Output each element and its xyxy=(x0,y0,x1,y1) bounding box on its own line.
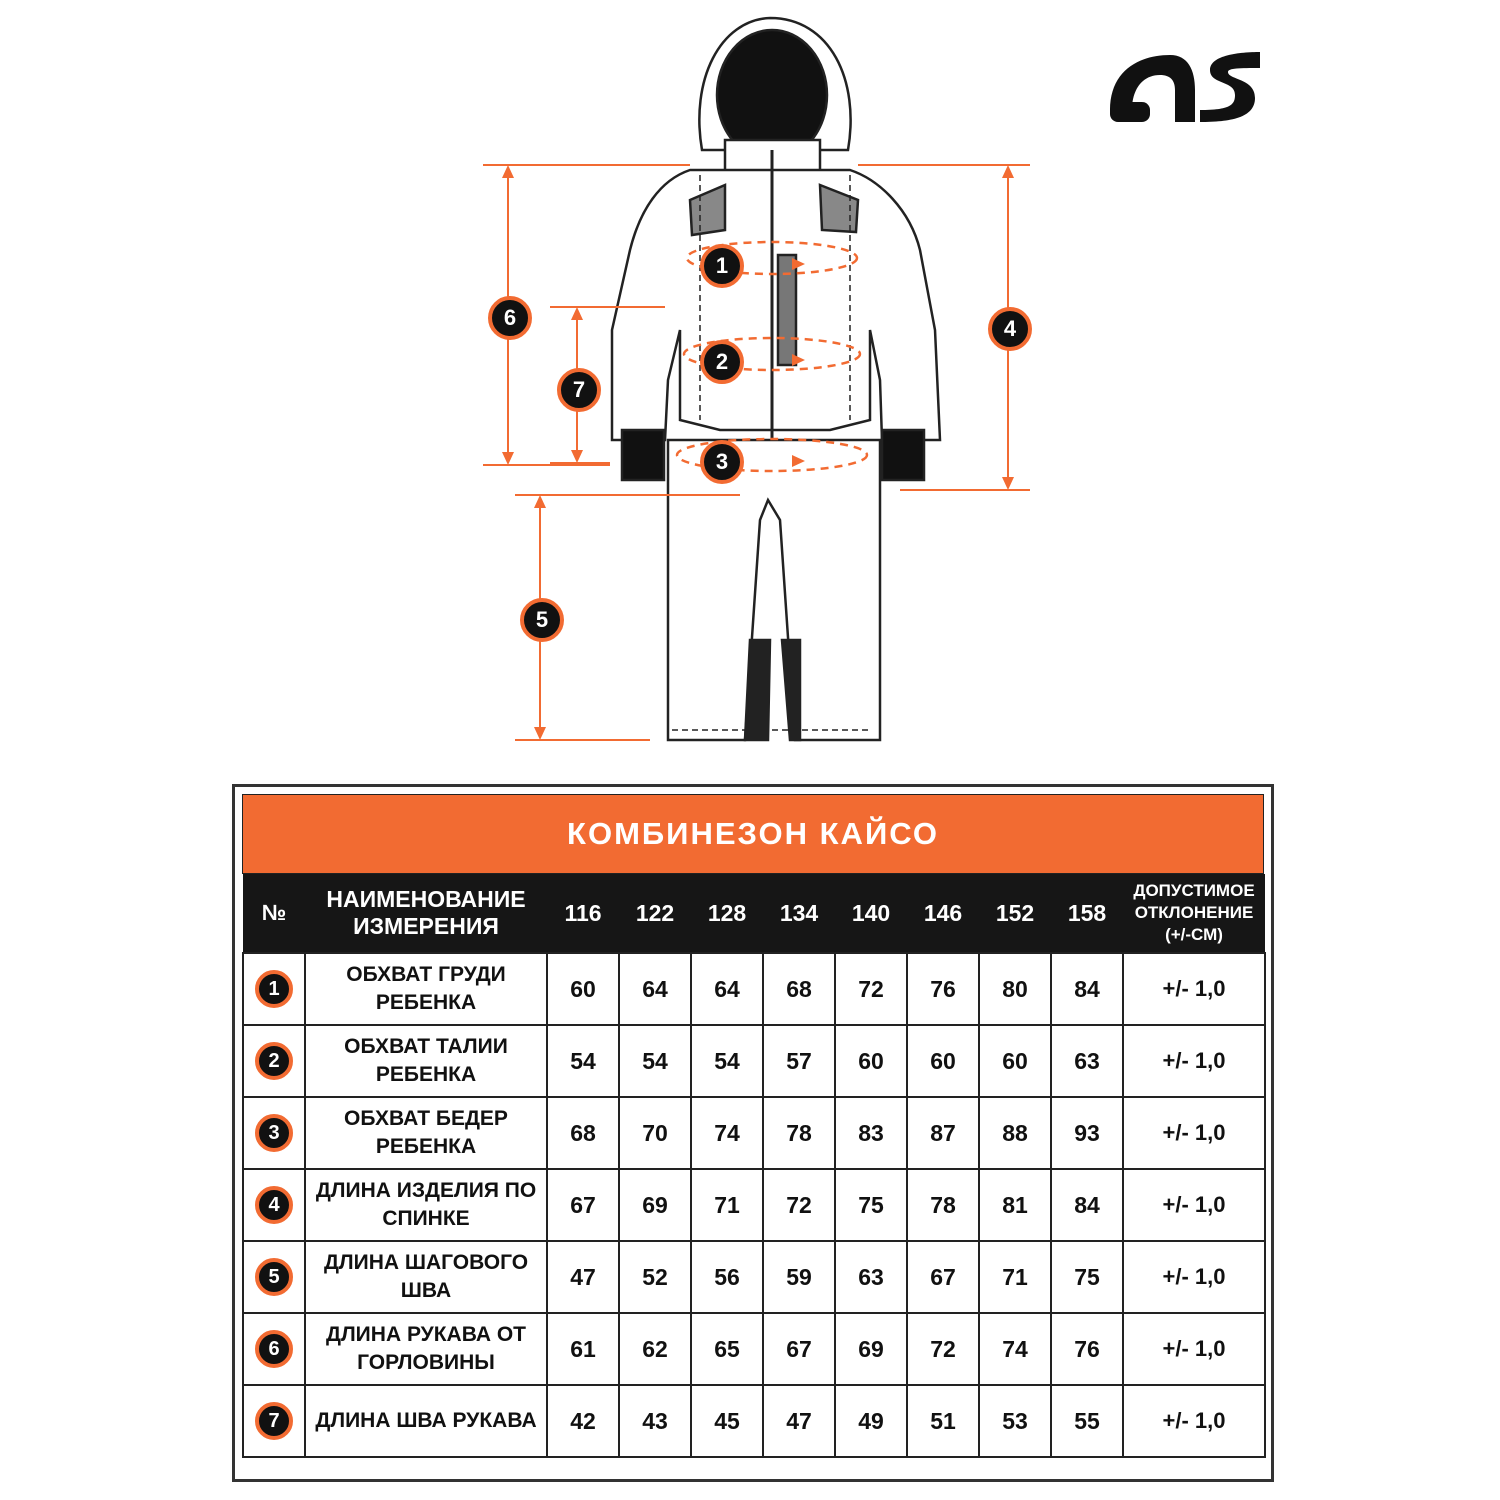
measurement-value: 43 xyxy=(619,1385,691,1457)
marker-1: 1 xyxy=(700,244,744,288)
size-table xyxy=(242,874,1266,1458)
measurement-name-line2: РЕБЕНКА xyxy=(375,1135,477,1158)
header-size: 116 xyxy=(547,874,619,953)
row-number-cell xyxy=(243,1385,305,1457)
measurement-name-line2: РЕБЕНКА xyxy=(375,991,477,1014)
measurement-value: 64 xyxy=(691,953,763,1025)
measurement-value: 76 xyxy=(907,953,979,1025)
marker-4: 4 xyxy=(988,307,1032,351)
measurement-value: 75 xyxy=(1051,1241,1123,1313)
measurement-value: 69 xyxy=(619,1169,691,1241)
header-name-line1: НАИМЕНОВАНИЕ xyxy=(326,886,526,912)
measurement-name-line1: ОБХВАТ ГРУДИ xyxy=(346,963,506,986)
measurement-value: 74 xyxy=(691,1097,763,1169)
measurement-value: 72 xyxy=(907,1313,979,1385)
measurement-name xyxy=(305,1097,547,1169)
row-number-badge: 7 xyxy=(255,1402,293,1440)
measurement-value: 59 xyxy=(763,1241,835,1313)
marker-6: 6 xyxy=(488,296,532,340)
measurement-value: 64 xyxy=(619,953,691,1025)
measurement-value: 93 xyxy=(1051,1097,1123,1169)
measurement-value: 67 xyxy=(763,1313,835,1385)
header-size: 140 xyxy=(835,874,907,953)
measurement-name xyxy=(305,953,547,1025)
row-number-badge: 5 xyxy=(255,1258,293,1296)
measurement-value: 63 xyxy=(1051,1025,1123,1097)
marker-2: 2 xyxy=(700,340,744,384)
measurement-value: 81 xyxy=(979,1169,1051,1241)
row-number-badge: 2 xyxy=(255,1042,293,1080)
measurement-value: 78 xyxy=(907,1169,979,1241)
measurement-value: 88 xyxy=(979,1097,1051,1169)
tolerance-value: +/- 1,0 xyxy=(1123,1385,1265,1457)
measurement-value: 54 xyxy=(619,1025,691,1097)
measurement-value: 60 xyxy=(547,953,619,1025)
measurement-name-line2: ГОРЛОВИНЫ xyxy=(357,1351,495,1374)
measurement-name xyxy=(305,1241,547,1313)
measurement-value: 71 xyxy=(979,1241,1051,1313)
measurement-name-line2: СПИНКЕ xyxy=(382,1207,470,1230)
table-row xyxy=(243,1169,1265,1241)
measurement-name-line2: РЕБЕНКА xyxy=(375,1063,477,1086)
measurement-value: 57 xyxy=(763,1025,835,1097)
marker-7: 7 xyxy=(557,368,601,412)
row-number-cell xyxy=(243,1025,305,1097)
measurement-name-line1: ОБХВАТ БЕДЕР xyxy=(344,1107,508,1130)
row-number-badge: 3 xyxy=(255,1114,293,1152)
measurement-value: 78 xyxy=(763,1097,835,1169)
header-num: № xyxy=(243,874,305,953)
marker-3: 3 xyxy=(700,440,744,484)
measurement-value: 71 xyxy=(691,1169,763,1241)
measurement-name xyxy=(305,1313,547,1385)
measurement-name xyxy=(305,1169,547,1241)
row-number-cell xyxy=(243,953,305,1025)
measurement-name xyxy=(305,1385,547,1457)
tolerance-value: +/- 1,0 xyxy=(1123,1313,1265,1385)
measurement-value: 72 xyxy=(763,1169,835,1241)
measurement-value: 54 xyxy=(547,1025,619,1097)
table-row xyxy=(243,1241,1265,1313)
header-name-line2: ИЗМЕРЕНИЯ xyxy=(353,913,499,939)
tolerance-value: +/- 1,0 xyxy=(1123,1169,1265,1241)
measurement-value: 87 xyxy=(907,1097,979,1169)
brand-logo xyxy=(1100,40,1270,130)
measurement-name-line1: ДЛИНА РУКАВА ОТ xyxy=(325,1323,526,1346)
measurement-value: 45 xyxy=(691,1385,763,1457)
measurement-value: 80 xyxy=(979,953,1051,1025)
tolerance-value: +/- 1,0 xyxy=(1123,1025,1265,1097)
measurement-value: 62 xyxy=(619,1313,691,1385)
tolerance-value: +/- 1,0 xyxy=(1123,1241,1265,1313)
table-row xyxy=(243,1097,1265,1169)
measurement-name-line1: ОБХВАТ ТАЛИИ xyxy=(344,1035,508,1058)
measurement-value: 84 xyxy=(1051,1169,1123,1241)
measurement-value: 72 xyxy=(835,953,907,1025)
header-name xyxy=(305,874,547,953)
measurement-name-line1: ДЛИНА ИЗДЕЛИЯ ПО xyxy=(315,1179,537,1202)
header-tolerance xyxy=(1123,874,1265,953)
measurement-value: 74 xyxy=(979,1313,1051,1385)
measurement-value: 75 xyxy=(835,1169,907,1241)
measurement-name xyxy=(305,1025,547,1097)
measurement-value: 70 xyxy=(619,1097,691,1169)
measurement-value: 53 xyxy=(979,1385,1051,1457)
measurement-value: 49 xyxy=(835,1385,907,1457)
row-number-cell xyxy=(243,1241,305,1313)
measurement-value: 60 xyxy=(907,1025,979,1097)
table-row xyxy=(243,1025,1265,1097)
measurement-value: 69 xyxy=(835,1313,907,1385)
table-title: КОМБИНЕЗОН КАЙСО xyxy=(242,794,1264,874)
header-size: 128 xyxy=(691,874,763,953)
row-number-badge: 4 xyxy=(255,1186,293,1224)
header-size: 152 xyxy=(979,874,1051,953)
measurement-value: 84 xyxy=(1051,953,1123,1025)
measurement-value: 61 xyxy=(547,1313,619,1385)
measurement-value: 68 xyxy=(763,953,835,1025)
tolerance-value: +/- 1,0 xyxy=(1123,1097,1265,1169)
row-number-cell xyxy=(243,1169,305,1241)
header-tol-line2: ОТКЛОНЕНИЕ xyxy=(1134,903,1254,922)
measurement-value: 60 xyxy=(979,1025,1051,1097)
row-number-cell xyxy=(243,1097,305,1169)
measurement-value: 67 xyxy=(547,1169,619,1241)
measurement-name-line1: ДЛИНА ШАГОВОГО xyxy=(323,1251,529,1274)
measurement-value: 76 xyxy=(1051,1313,1123,1385)
measurement-value: 54 xyxy=(691,1025,763,1097)
measurement-value: 42 xyxy=(547,1385,619,1457)
measurement-value: 47 xyxy=(547,1241,619,1313)
measurement-value: 68 xyxy=(547,1097,619,1169)
header-size: 122 xyxy=(619,874,691,953)
marker-5: 5 xyxy=(520,598,564,642)
table-row xyxy=(243,1385,1265,1457)
measurement-value: 47 xyxy=(763,1385,835,1457)
measurement-name-line1: ДЛИНА ШВА РУКАВА xyxy=(315,1409,537,1432)
measurement-value: 83 xyxy=(835,1097,907,1169)
table-row xyxy=(243,1313,1265,1385)
measurement-value: 63 xyxy=(835,1241,907,1313)
table-row xyxy=(243,953,1265,1025)
measurement-value: 56 xyxy=(691,1241,763,1313)
table-header-row xyxy=(243,874,1265,953)
tolerance-value: +/- 1,0 xyxy=(1123,953,1265,1025)
measurement-value: 65 xyxy=(691,1313,763,1385)
header-size: 146 xyxy=(907,874,979,953)
measurement-value: 55 xyxy=(1051,1385,1123,1457)
measurement-name-line2: ШВА xyxy=(400,1279,452,1302)
header-size: 134 xyxy=(763,874,835,953)
size-chart-table xyxy=(232,784,1274,1482)
measurement-value: 60 xyxy=(835,1025,907,1097)
measurement-value: 52 xyxy=(619,1241,691,1313)
row-number-badge: 1 xyxy=(255,970,293,1008)
header-tol-line1: ДОПУСТИМОЕ xyxy=(1133,881,1255,900)
header-size: 158 xyxy=(1051,874,1123,953)
header-tol-line3: (+/-СМ) xyxy=(1165,925,1223,944)
measurement-value: 51 xyxy=(907,1385,979,1457)
row-number-cell xyxy=(243,1313,305,1385)
measurement-value: 67 xyxy=(907,1241,979,1313)
row-number-badge: 6 xyxy=(255,1330,293,1368)
